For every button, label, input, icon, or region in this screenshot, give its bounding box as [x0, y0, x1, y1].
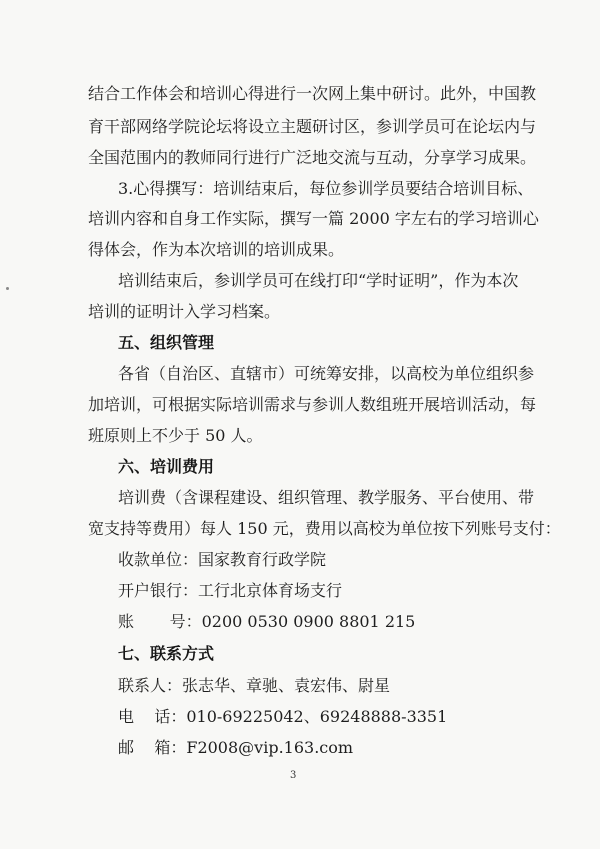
paragraph-line: 3.心得撰写：培训结束后，每位参训学员要结合培训目标、 [118, 179, 534, 198]
section-heading-organization: 五、组织管理 [118, 333, 215, 352]
section-heading-contact: 七、联系方式 [118, 644, 215, 663]
paragraph-line: 培训的证明计入学习档案。 [88, 302, 281, 321]
paragraph-line: 班原则上不少于 50 人。 [88, 426, 263, 445]
email-line: 邮 箱：F2008@vip.163.com [118, 738, 354, 757]
paragraph-line: 宽支持等费用）每人 150 元，费用以高校为单位按下列账号支付： [88, 519, 561, 538]
bank-line: 开户银行：工行北京体育场支行 [118, 581, 343, 600]
paragraph-line: 结合工作体会和培训心得进行一次网上集中研讨。此外，中国教 [88, 84, 537, 103]
phone-line: 电 话：010-69225042、69248888-3351 [118, 707, 448, 726]
paragraph-line: 得体会，作为本次培训的培训成果。 [88, 240, 345, 259]
contact-person-line: 联系人：张志华、章驰、袁宏伟、尉星 [118, 676, 391, 695]
paragraph-line: 培训结束后，参训学员可在线打印“学时证明”，作为本次 [118, 271, 519, 290]
paragraph-line: 各省（自治区、直辖市）可统筹安排，以高校为单位组织参 [118, 364, 535, 383]
account-line: 账 号：0200 0530 0900 8801 215 [118, 612, 416, 631]
paragraph-line: 培训费（含课程建设、组织管理、教学服务、平台使用、带 [118, 488, 535, 507]
section-heading-fees: 六、培训费用 [118, 457, 215, 476]
paragraph-line: 全国范围内的教师同行进行广泛地交流与互动，分享学习成果。 [88, 148, 537, 167]
scan-mark [6, 287, 9, 290]
page-number: 3 [290, 770, 297, 781]
paragraph-line: 育干部网络学院论坛将设立主题研讨区，参训学员可在论坛内与 [88, 117, 537, 136]
payee-line: 收款单位：国家教育行政学院 [118, 550, 327, 569]
paragraph-line: 培训内容和自身工作实际，撰写一篇 2000 字左右的学习培训心 [88, 209, 539, 228]
paragraph-line: 加培训，可根据实际培训需求与参训人数组班开展培训活动，每 [88, 395, 537, 414]
